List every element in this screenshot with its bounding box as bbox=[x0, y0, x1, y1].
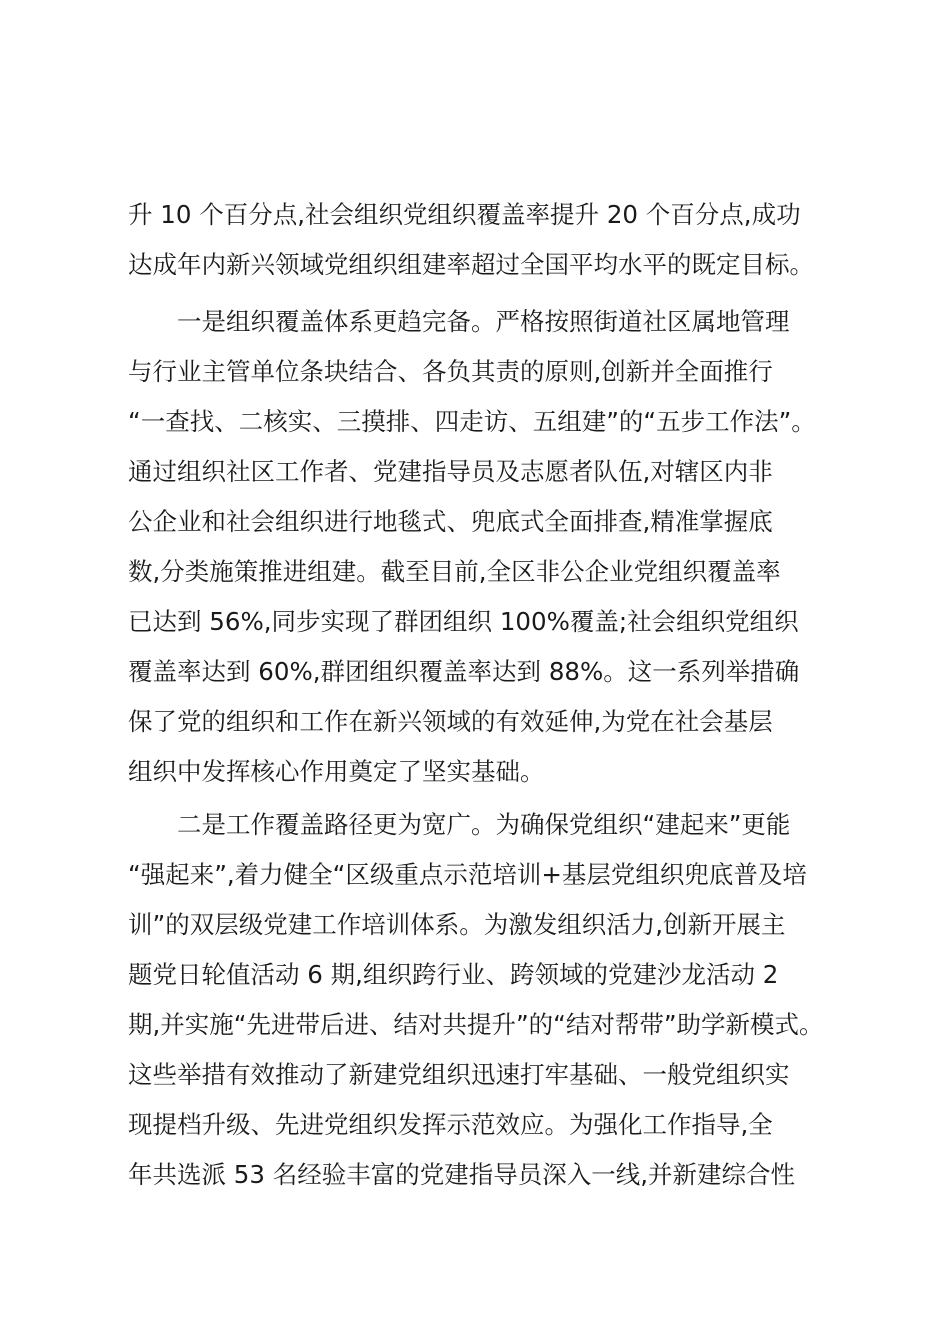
text-line: 达成年内新兴领域党组织组建率超过全国平均水平的既定目标。 bbox=[128, 250, 814, 279]
text-line: 一是组织覆盖体系更趋完备。严格按照街道社区属地管理 bbox=[177, 307, 790, 336]
paragraph-organization-coverage bbox=[128, 297, 828, 797]
text-line: “强起来”,着力健全“区级重点示范培训+基层党组织兜底普及培 bbox=[128, 860, 807, 889]
text-line: 数,分类施策推进组建。截至目前,全区非公企业党组织覆盖率 bbox=[128, 557, 781, 586]
text-line: 训”的双层级党建工作培训体系。为激发组织活力,创新开展主 bbox=[128, 910, 786, 939]
text-line: 与行业主管单位条块结合、各负其责的原则,创新并全面推行 bbox=[128, 357, 773, 386]
text-line: “一查找、二核实、三摸排、四走访、五组建”的“五步工作法”。 bbox=[128, 407, 816, 436]
paragraph-work-coverage bbox=[128, 800, 828, 1200]
paragraph-continuation bbox=[128, 190, 828, 290]
text-line: 升 10 个百分点,社会组织党组织覆盖率提升 20 个百分点,成功 bbox=[128, 200, 801, 229]
text-line: 期,并实施“先进带后进、结对共提升”的“结对帮带”助学新模式。 bbox=[128, 1010, 824, 1039]
text-line: 这些举措有效推动了新建党组织迅速打牢基础、一般党组织实 bbox=[128, 1060, 790, 1089]
text-line: 保了党的组织和工作在新兴领域的有效延伸,为党在社会基层 bbox=[128, 707, 773, 736]
text-line: 通过组织社区工作者、党建指导员及志愿者队伍,对辖区内非 bbox=[128, 457, 773, 486]
text-line: 题党日轮值活动 6 期,组织跨行业、跨领域的党建沙龙活动 2 bbox=[128, 960, 779, 989]
text-line: 公企业和社会组织进行地毯式、兜底式全面排查,精准掌握底 bbox=[128, 507, 773, 536]
text-line: 已达到 56%,同步实现了群团组织 100%覆盖;社会组织党组织 bbox=[128, 607, 799, 636]
text-line: 组织中发挥核心作用奠定了坚实基础。 bbox=[128, 757, 545, 786]
text-line: 覆盖率达到 60%,群团组织覆盖率达到 88%。这一系列举措确 bbox=[128, 657, 800, 686]
text-line: 现提档升级、先进党组织发挥示范效应。为强化工作指导,全 bbox=[128, 1110, 773, 1139]
text-line: 二是工作覆盖路径更为宽广。为确保党组织“建起来”更能 bbox=[177, 810, 791, 839]
text-line: 年共选派 53 名经验丰富的党建指导员深入一线,并新建综合性 bbox=[128, 1160, 796, 1189]
